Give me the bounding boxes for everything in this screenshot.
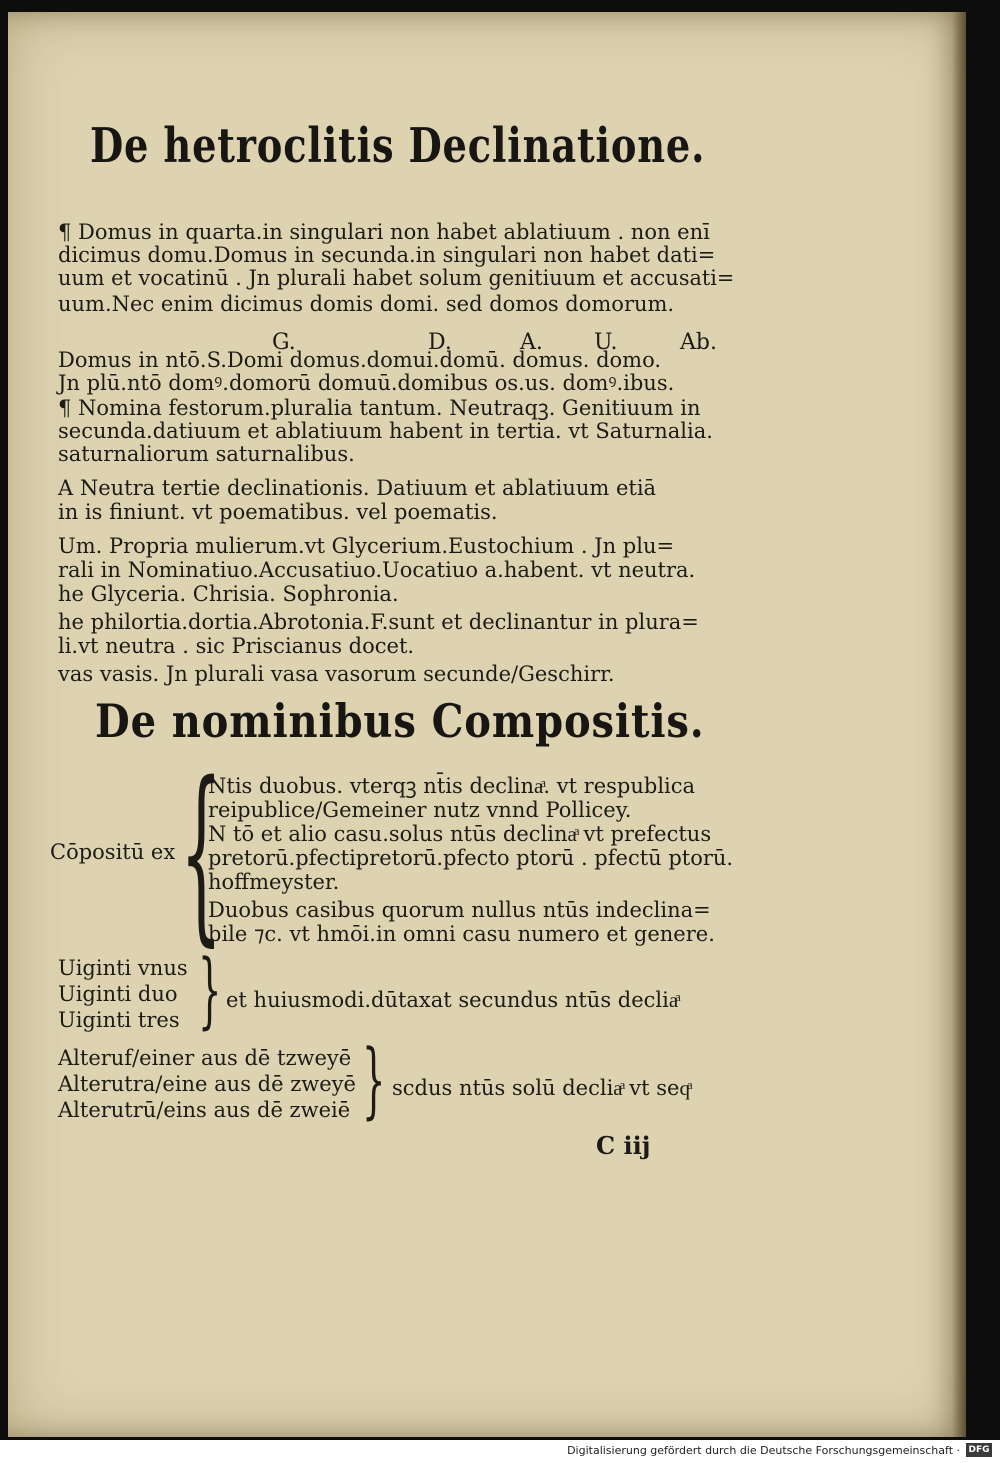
text-line: he Glyceria. Chrisia. Sophronia. — [58, 582, 399, 606]
list-item: Alterutra/eine aus dē zweyē — [58, 1072, 356, 1096]
text-line: secunda.datiuum et ablatiuum habent in tertia. vt Saturnalia. — [58, 419, 713, 443]
case-letter: U. — [594, 330, 618, 355]
list-item: Alterutrū/eins aus dē zweiē — [58, 1098, 351, 1122]
list-item: Uiginti tres — [58, 1008, 180, 1032]
footer-credit: Digitalisierung gefördert durch die Deutsche Forschungsgemeinschaft · — [567, 1444, 960, 1457]
text-line: uum.Nec enim dicimus domis domi. sed domos domorum. — [58, 292, 675, 316]
heading-heteroclitis: De hetroclitis Declinatione. — [90, 118, 706, 174]
text-line: he philortia.dortia.Abrotonia.F.sunt et declinantur in plura= — [58, 610, 699, 634]
text-line: hoffmeyster. — [208, 870, 340, 894]
text-line: Duobus casibus quorum nullus ntūs indeclina= — [208, 898, 711, 922]
rule-text: et huiusmodi.dūtaxat secundus ntūs decliaͣ — [226, 988, 679, 1012]
text-line: N tō et alio casu.solus ntūs declinaͣ vt prefectus — [208, 822, 712, 846]
text-line: reipublice/Gemeiner nutz vnnd Pollicey. — [208, 798, 632, 822]
case-letter: G. — [272, 330, 296, 355]
case-letter: Ab. — [680, 330, 717, 355]
text-line: ¶ Nomina festorum.pluralia tantum. Neutraqꝫ. Genitiuum in — [58, 396, 701, 420]
text-line: pretorū.pfectipretorū.pfecto ptorū . pfectū ptorū. — [208, 846, 734, 870]
text-line: Um. Propria mulierum.vt Glycerium.Eustochium . Jn plu= — [58, 534, 675, 558]
rule-text: scdus ntūs solū decliaͣ vt seqͣ — [392, 1076, 690, 1100]
signature-mark: C iij — [596, 1131, 651, 1160]
text-line: Jn plū.ntō domꝰ.domorū domuū.domibus os.us. domꝰ.ibus. — [58, 371, 675, 395]
heading-composita: De nominibus Compositis. — [95, 694, 705, 748]
text-line: in is finiunt. vt poematibus. vel poematis. — [58, 500, 498, 524]
text-line: rali in Nominatiuo.Accusatiuo.Uocatiuo a.habent. vt neutra. — [58, 558, 696, 582]
text-line: uum et vocatinū . Jn plurali habet solum genitiuum et accusati= — [58, 266, 735, 290]
text-line: Domus in ntō.S.Domi domus.domui.domū. domus. domo. — [58, 348, 662, 372]
text-line: dicimus domu.Domus in secunda.in singulari non habet dati= — [58, 243, 716, 267]
text-line: li.vt neutra . sic Priscianus docet. — [58, 634, 415, 658]
text-line: vas vasis. Jn plurali vasa vasorum secunde/Geschirr. — [58, 662, 615, 686]
list-item: Alteruf/einer aus dē tzweyē — [58, 1046, 352, 1070]
list-item: Uiginti duo — [58, 982, 178, 1006]
case-letter: D. — [428, 330, 452, 355]
brace-glyph: } — [362, 1033, 386, 1128]
list-item: Uiginti vnus — [58, 956, 188, 980]
text-line: ¶ Domus in quarta.in singulari non habet ablatiuum . non enī — [58, 220, 710, 244]
text-line: Ntis duobus. vterqꝫ nt̄is declinaͣ. vt respublica — [208, 774, 696, 798]
text-line: bile ⁊c. vt hmōi.in omni casu numero et genere. — [208, 922, 715, 946]
composite-label: Cōpositū ex — [50, 840, 176, 864]
dfg-logo: DFG — [966, 1443, 992, 1457]
text-line: A Neutra tertie declinationis. Datiuum et ablatiuum etiā — [58, 476, 657, 500]
brace-glyph: } — [198, 943, 222, 1038]
text-line: saturnaliorum saturnalibus. — [58, 442, 355, 466]
case-letter: A. — [520, 330, 543, 355]
brace-glyph: { — [180, 742, 223, 963]
